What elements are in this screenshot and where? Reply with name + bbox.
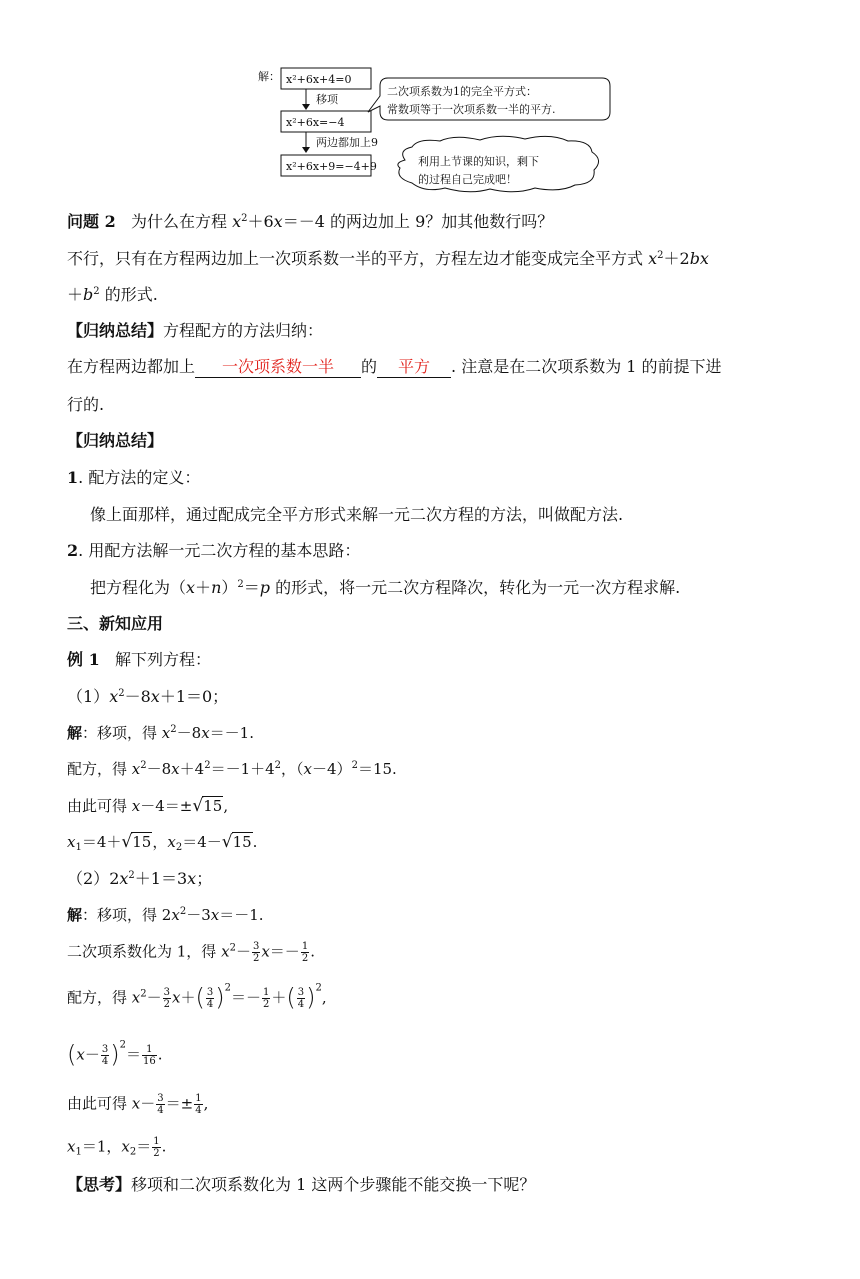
item-2-text: 把方程化为$(x+n)^2=p$ 的形式，将一元二次方程降次，转化为一元一次方程求解. — [90, 578, 681, 597]
summary-1-continued: 行的. — [67, 395, 105, 414]
example-1-part-2: $(2)2x^2+1=3x$； — [67, 869, 213, 888]
answer-line-1: 不行，只有在方程两边加上一次项系数一半的平方，方程左边才能变成完全平方式 $x^2+2bx$ — [67, 249, 709, 268]
section-3-title: 三、新知应用 — [67, 614, 164, 633]
blank-answer-2: 平方 — [377, 357, 451, 378]
summary-2-heading: 【归纳总结】 — [67, 431, 164, 450]
think-prompt: 【思考】移项和二次项系数化为 1 这两个步骤能不能交换一下呢？ — [67, 1175, 536, 1194]
item-2-title: 2. 用配方法解一元二次方程的基本思路： — [67, 541, 361, 560]
item-1-title: 1. 配方法的定义： — [67, 468, 201, 487]
question-2: 问题 2 为什么在方程 $x^2+6x=-4$ 的两边加上 9？加其他数行吗？ — [67, 212, 554, 231]
diagram-eq1: x²+6x+4=0 — [286, 73, 352, 86]
question-2-text-a: 为什么在方程 — [130, 212, 233, 231]
callout1-line2: 常数项等于一次项系数一半的平方. — [387, 103, 556, 116]
question-2-label: 问题 2 — [67, 212, 116, 231]
arrowhead-2 — [302, 147, 310, 153]
callout2-line2: 的过程自己完成吧！ — [418, 173, 517, 186]
part-2-step-move: 解：移项，得 $2x^2-3x=-1$. — [67, 906, 264, 924]
example-1-part-1: $(1)x^2-8x+1=0$； — [67, 687, 229, 706]
blank-answer-1: 一次项系数一半 — [195, 357, 361, 378]
part-1-step-root: 由此可得 x－4＝±√15, — [67, 796, 229, 816]
diagram-solve-label: 解： — [258, 70, 280, 83]
callout1-line1: 二次项系数为1的完全平方式： — [387, 85, 537, 98]
completing-square-diagram — [0, 0, 860, 195]
diagram-eq3: x²+6x+9=−4+9 — [286, 160, 377, 173]
item-1-text: 像上面那样，通过配成完全平方形式来解一元二次方程的方法，叫做配方法. — [90, 505, 624, 524]
summary-1-heading: 【归纳总结】方程配方的方法归纳： — [67, 321, 324, 340]
part-2-step-complete: 配方，得 $x^2-$ $\frac{3}{2}$ x＋( $\frac{3}{4}$ )$^2$＝－ $\frac{1}{2}$ ＋( $\frac{3}{4}$ )$^2$, — [67, 982, 327, 1012]
example-1-heading: 例 1 解下列方程： — [67, 650, 211, 669]
summary-1-fill-blank: 在方程两边都加上 一次项系数一半 的 平方 . 注意是在二次项系数为 1 的前提下进 — [67, 357, 722, 376]
diagram-eq2: x²+6x=−4 — [286, 116, 345, 129]
answer-line-2: $+b^2$ 的形式. — [67, 285, 158, 304]
part-2-step-normalize: 二次项系数化为 1，得 $x^2-$ $\frac{3}{2}$ x＝－ $\frac{1}{2}$ . — [67, 941, 315, 964]
part-1-step-move: 解：移项，得 $x^2-8x=-1$. — [67, 724, 254, 742]
part-1-solutions: $x_1=4+√15$，$x_2=4-√15$. — [67, 832, 258, 853]
question-2-text-b: 的两边加上 9？加其他数行吗？ — [329, 212, 554, 231]
arrow2-label: 两边都加上9 — [316, 136, 378, 149]
part-2-step-root: 由此可得 x－ $\frac{3}{4}$ ＝± $\frac{1}{4}$ , — [67, 1093, 209, 1116]
part-1-step-complete: 配方，得 $x^2-8x+4^2=-1+4^2$，$(x-4)^2=15$. — [67, 760, 397, 778]
arrow1-label: 移项 — [316, 93, 338, 106]
arrowhead-1 — [302, 104, 310, 110]
callout2-line1: 利用上节课的知识，剩下 — [418, 155, 539, 168]
part-2-square-form: (x－ $\frac{3}{4}$ )$^2$＝ $\frac{1}{16}$ . — [67, 1039, 163, 1069]
part-2-solutions: $x_1=1$，$x_2=$ $\frac{1}{2}$ . — [67, 1136, 167, 1159]
